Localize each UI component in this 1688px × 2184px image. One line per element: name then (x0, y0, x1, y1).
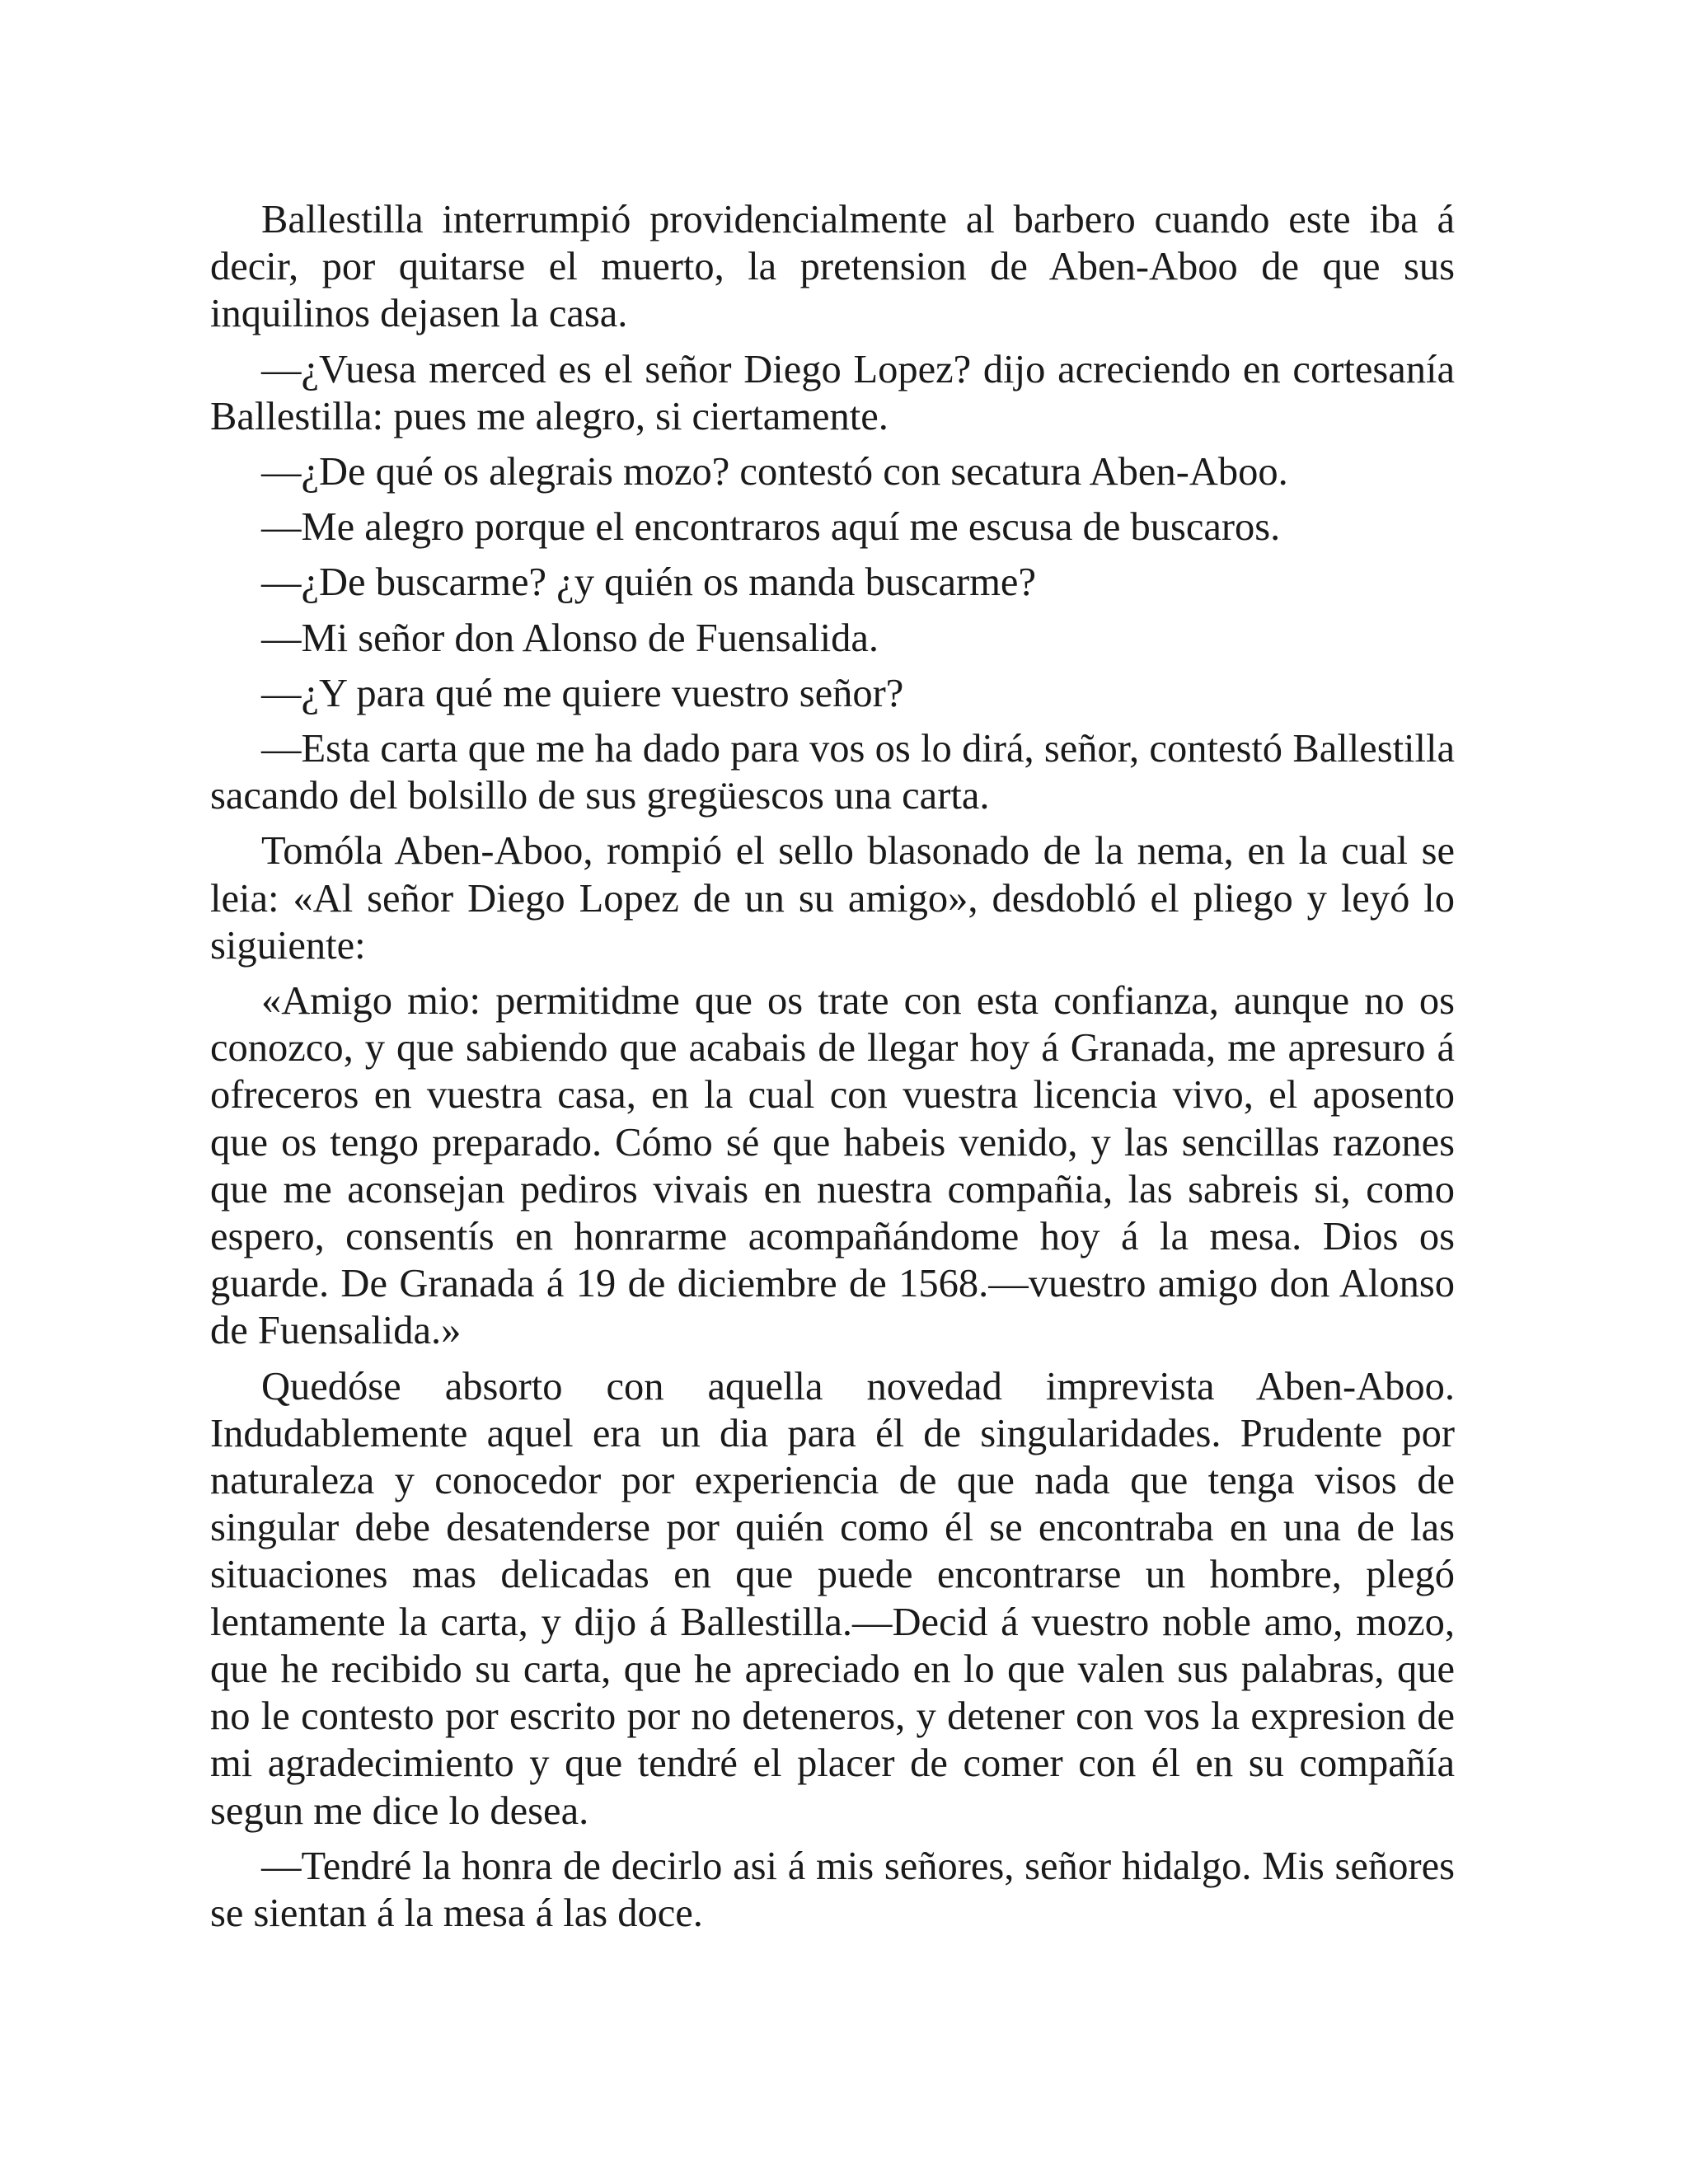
paragraph: —Mi señor don Alonso de Fuensalida. (261, 616, 879, 660)
paragraph: —Esta carta que me ha dado para vos os lo dirá, señor, contestó Ballestilla sacando del bolsillo de sus gregüescos una carta. (210, 727, 1455, 818)
paragraph: Tomóla Aben-Aboo, rompió el sello blasonado de la nema, en la cual se leia: «Al señor Diego Lopez de un su amigo», desdobló el pliego y leyó lo siguiente: (210, 829, 1455, 968)
paragraph: —¿De qué os alegrais mozo? contestó con secatura Aben-Aboo. (261, 450, 1288, 494)
letter-paragraph: «Amigo mio: permitidme que os trate con esta confianza, aunque no os conozco, y que sabiendo que acabais de llegar hoy á Granada, me apresuro á ofreceros en vuestra casa, en la cual con vuestra licencia vivo, el aposento que os tengo preparado. Cómo sé que habeis venido, y las sencillas razones que me aconsejan pediros vivais en nuestra compañia, las sabreis si, como espero, consentís en honrarme acompañándome hoy á la mesa. Dios os guarde. De Granada á 19 de diciembre de 1568.—vuestro amigo don Alonso de Fuensalida.» (210, 979, 1455, 1353)
paragraph: —¿De buscarme? ¿y quién os manda buscarme? (261, 560, 1036, 605)
paragraph: Quedóse absorto con aquella novedad imprevista Aben-Aboo. Indudablemente aquel era un dia para él de singularidades. Prudente por naturaleza y conocedor por experiencia de que nada que tenga visos de singular debe desatenderse por quién como él se encontraba en una de las situaciones mas delicadas en que puede encontrarse un hombre, plegó lentamente la carta, y dijo á Ballestilla.—Decid á vuestro noble amo, mozo, que he recibido su carta, que he apreciado en lo que valen sus palabras, que no le contesto por escrito por no deteneros, y detener con vos la expresion de mi agradecimiento y que tendré el placer de comer con él en su compañía segun me dice lo desea. (210, 1364, 1455, 1833)
paragraph: —Tendré la honra de decirlo asi á mis señores, señor hidalgo. Mis señores se sientan á la mesa á las doce. (210, 1844, 1455, 1935)
paragraph: —¿Vuesa merced es el señor Diego Lopez? dijo acreciendo en cortesanía Ballestilla: pues me alegro, si ciertamente. (210, 347, 1455, 438)
page-body (210, 196, 1455, 1945)
paragraph: —¿Y para qué me quiere vuestro señor? (261, 671, 904, 715)
paragraph: —Me alegro porque el encontraros aquí me escusa de buscaros. (261, 505, 1281, 550)
paragraph: Ballestilla interrumpió providencialmente al barbero cuando este iba á decir, por quitarse el muerto, la pretension de Aben-Aboo de que sus inquilinos dejasen la casa. (210, 198, 1455, 336)
